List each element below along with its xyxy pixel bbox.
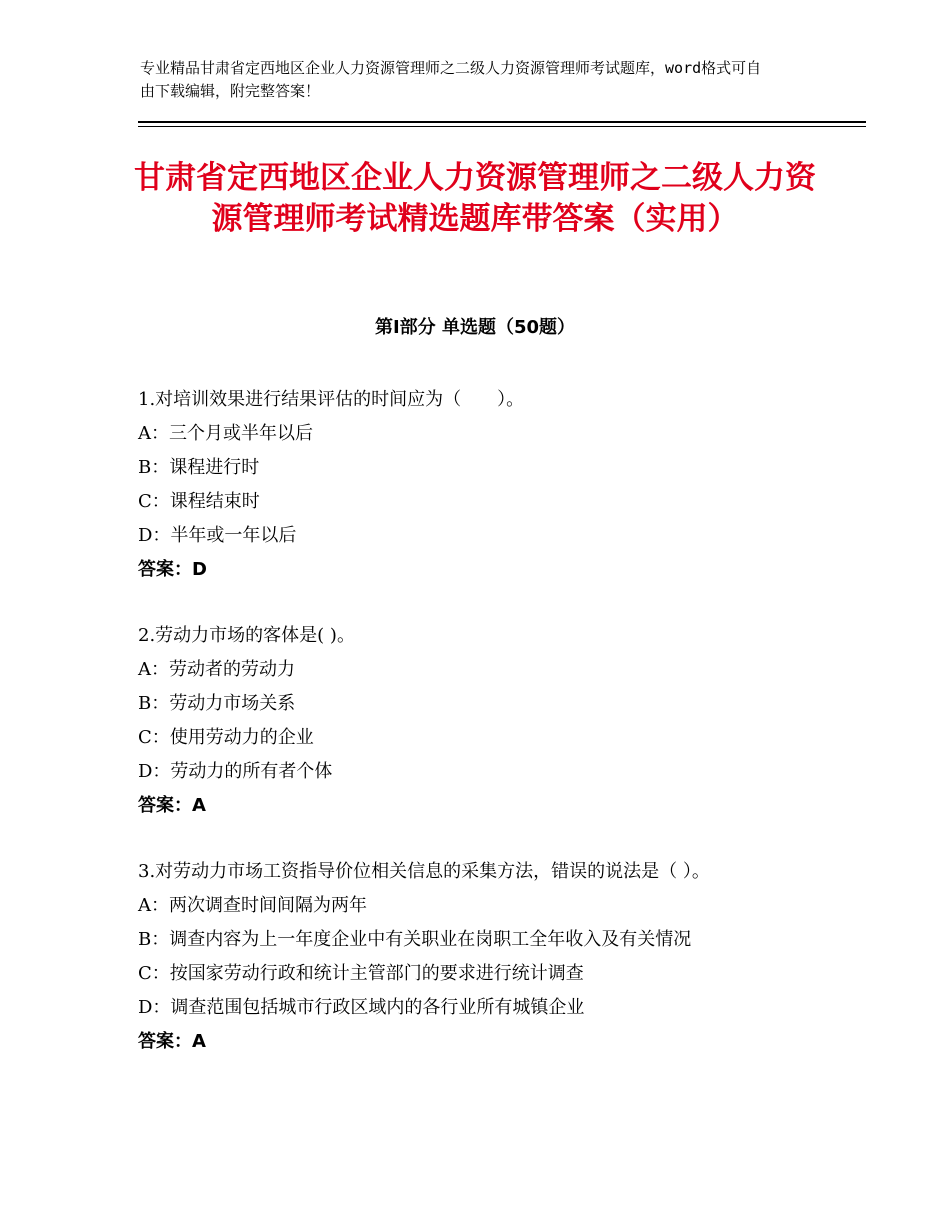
answer: 答案：D	[138, 559, 207, 580]
option-d: D：半年或一年以后	[138, 525, 297, 546]
question-2	[138, 619, 828, 823]
option-b: B：调查内容为上一年度企业中有关职业在岗职工全年收入及有关情况	[138, 929, 692, 950]
option-b: B：劳动力市场关系	[138, 693, 296, 714]
option-a: A：两次调查时间间隔为两年	[138, 895, 367, 916]
answer: 答案：A	[138, 1031, 206, 1052]
document-title: 甘肃省定西地区企业人力资源管理师之二级人力资源管理师考试精选题库带答案（实用）	[134, 160, 816, 237]
option-d: D：劳动力的所有者个体	[138, 761, 333, 782]
question-1	[138, 383, 828, 587]
option-c: C：课程结束时	[138, 491, 260, 512]
option-c: C：按国家劳动行政和统计主管部门的要求进行统计调查	[138, 963, 584, 984]
question-stem: 3.对劳动力市场工资指导价位相关信息的采集方法，错误的说法是（ ）。	[138, 861, 710, 882]
option-b: B：课程进行时	[138, 457, 260, 478]
header-rule-thin	[138, 126, 866, 127]
option-a: A：三个月或半年以后	[138, 423, 313, 444]
question-list	[138, 383, 828, 1091]
section-title: 第Ⅰ部分 单选题（50题）	[374, 317, 575, 338]
option-c: C：使用劳动力的企业	[138, 727, 314, 748]
option-a: A：劳动者的劳动力	[138, 659, 295, 680]
option-d: D：调查范围包括城市行政区域内的各行业所有城镇企业	[138, 997, 585, 1018]
question-3	[138, 855, 828, 1059]
question-stem: 1.对培训效果进行结果评估的时间应为（ ）。	[138, 389, 525, 410]
header-note: 专业精品甘肃省定西地区企业人力资源管理师之二级人力资源管理师考试题库，word格式可自由下载编辑，附完整答案！	[140, 59, 762, 100]
answer: 答案：A	[138, 795, 206, 816]
header-rule-thick	[138, 121, 866, 123]
question-stem: 2.劳动力市场的客体是( )。	[138, 625, 355, 646]
